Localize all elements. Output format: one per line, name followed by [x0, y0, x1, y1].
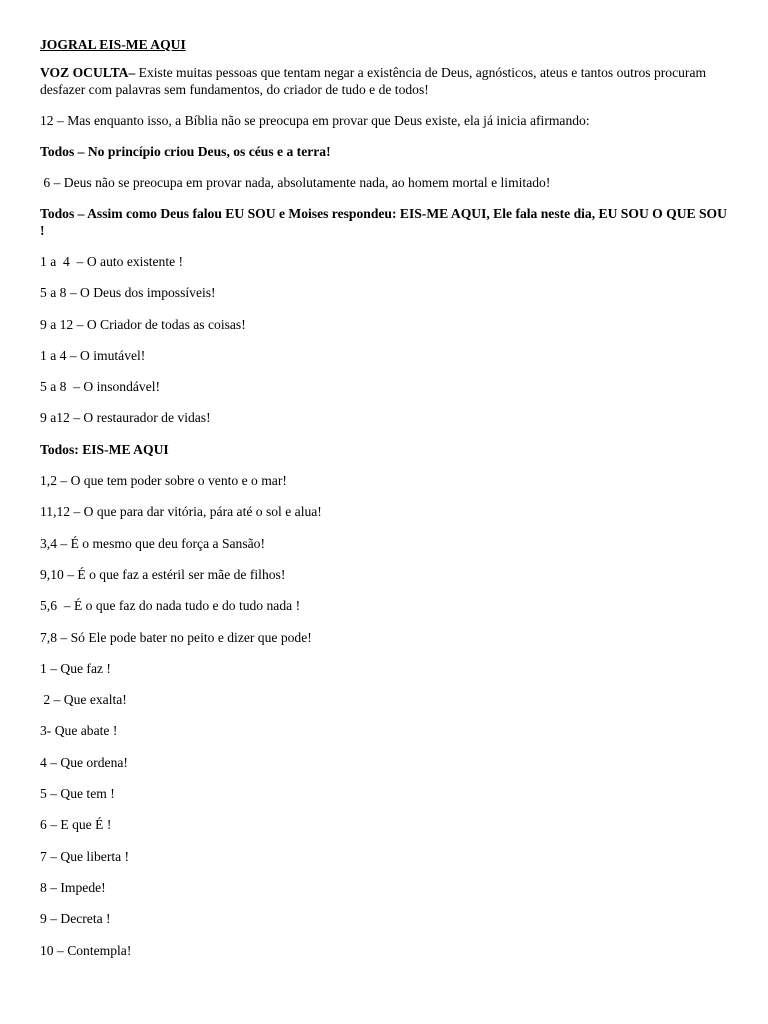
list-item: 10 – Contempla!: [40, 942, 132, 958]
list-item: 3- Que abate !: [40, 723, 118, 739]
list-item: 1 a 4 – O auto existente !: [40, 254, 184, 269]
todos-line-2: Todos – Assim como Deus falou EU SOU e Moises respondeu: EIS-ME AQUI, Ele fala neste dia, EU SOU O QUE SOU !: [40, 206, 727, 238]
list-item: 9 – Decreta !: [40, 911, 111, 927]
list-item: 5 a 8 – O insondável!: [40, 379, 161, 395]
list-item: 6 – E que É !: [40, 817, 112, 833]
intro-label: VOZ OCULTA–: [40, 65, 136, 80]
list-item: 5 – Que tem !: [40, 786, 115, 802]
list-item: 1 – Que faz !: [40, 660, 111, 676]
list-item: 11,12 – O que para dar vitória, pára até o sol e alua!: [40, 504, 322, 520]
group-1-list: [40, 253, 730, 441]
list-item: 7,8 – Só Ele pode bater no peito e dizer que pode!: [40, 629, 312, 645]
list-item: 1 a 4 – O imutável!: [40, 347, 146, 363]
document-title: JOGRAL EIS-ME AQUI: [40, 37, 186, 52]
list-item: 9 a 12 – O Criador de todas as coisas!: [40, 316, 246, 332]
paragraph-12: 12 – Mas enquanto isso, a Bíblia não se preocupa em provar que Deus existe, ela já inicia afirmando:: [40, 113, 590, 128]
list-item: 4 – Que ordena!: [40, 754, 128, 770]
paragraph-6: 6 – Deus não se preocupa em provar nada, absolutamente nada, ao homem mortal e limitado!: [40, 175, 551, 190]
todos-line-3: Todos: EIS-ME AQUI: [40, 441, 169, 457]
list-item: 5 a 8 – O Deus dos impossíveis!: [40, 285, 216, 301]
list-item: 7 – Que liberta !: [40, 848, 130, 864]
todos-line-1: Todos – No princípio criou Deus, os céus e a terra!: [40, 144, 331, 159]
group-2-list: [40, 472, 730, 973]
intro-paragraph: [40, 64, 730, 98]
list-item: 5,6 – É o que faz do nada tudo e do tudo nada !: [40, 598, 301, 614]
list-item: 9,10 – É o que faz a estéril ser mãe de filhos!: [40, 566, 286, 582]
list-item: 9 a12 – O restaurador de vidas!: [40, 410, 211, 426]
list-item: 8 – Impede!: [40, 879, 106, 895]
list-item: 3,4 – É o mesmo que deu força a Sansão!: [40, 535, 265, 551]
intro-text: Existe muitas pessoas que tentam negar a existência de Deus, agnósticos, ateus e tantos outros procuram desfazer com palavras sem fundamentos, do criador de tudo e de todos!: [40, 65, 707, 97]
document-page: [40, 36, 730, 973]
list-item: 2 – Que exalta!: [40, 692, 127, 708]
list-item: 1,2 – O que tem poder sobre o vento e o mar!: [40, 473, 287, 489]
